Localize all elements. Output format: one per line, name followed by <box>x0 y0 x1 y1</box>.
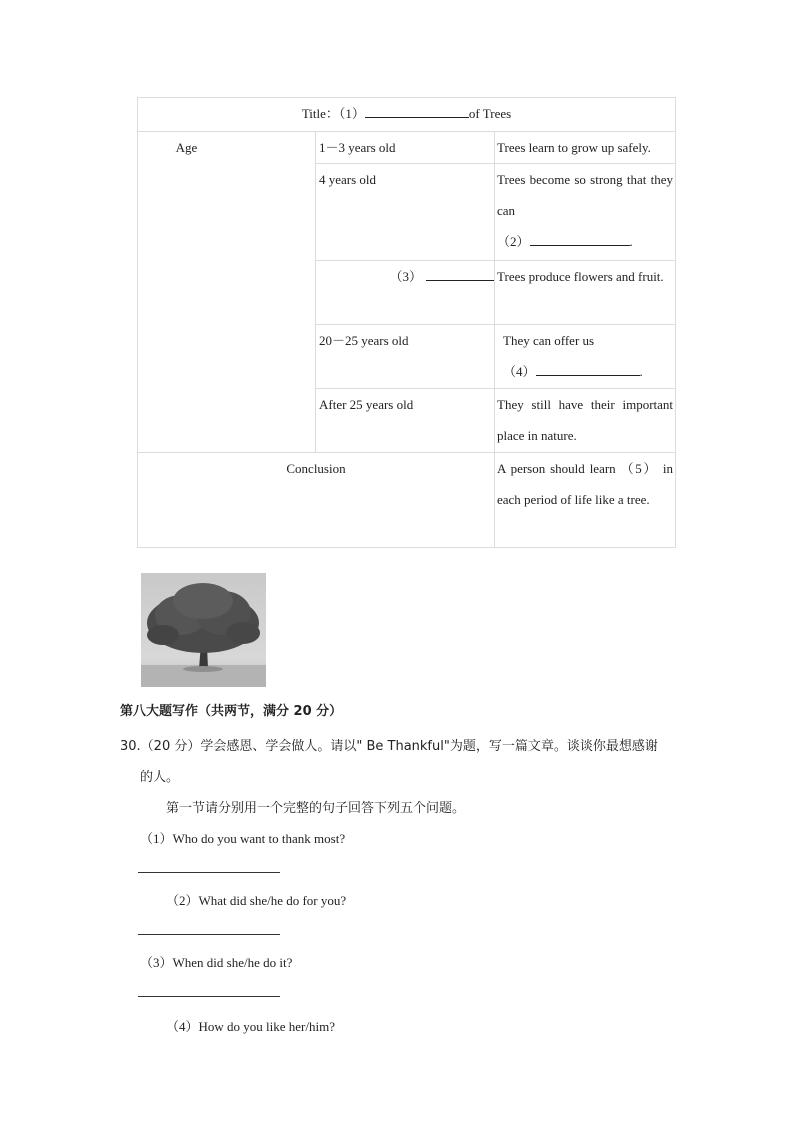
question-2: （2）What did she/he do for you? <box>166 893 347 908</box>
title-row <box>138 98 676 132</box>
section-heading: 第八大题写作（共两节，满分 20 分） <box>120 704 343 719</box>
table-row <box>138 132 676 164</box>
blank-number: （3） <box>389 269 422 284</box>
answer-line-1 <box>138 872 280 873</box>
title-suffix: of Trees <box>468 106 512 121</box>
conclusion-row <box>138 453 676 548</box>
instruction-text: 第一节请分别用一个完整的句子回答下列五个问题。 <box>166 801 466 816</box>
desc-cell <box>495 164 676 261</box>
title-prefix: Title：（1） <box>301 106 365 121</box>
age-cell <box>316 261 495 325</box>
blank-number: （4） <box>503 364 536 379</box>
desc-cell: Trees learn to grow up safely. <box>495 132 676 164</box>
question-3: （3）When did she/he do it? <box>140 955 293 970</box>
question-prompt-line2: 的人。 <box>140 770 180 785</box>
answer-line-3 <box>138 996 280 997</box>
conclusion-label: Conclusion <box>138 453 495 548</box>
blank-number: （2） <box>497 234 530 249</box>
answer-blank-4 <box>536 360 640 376</box>
desc-text: They can offer us <box>503 333 595 348</box>
desc-cell: Trees produce flowers and fruit. <box>495 261 676 325</box>
age-cell: 1－3 years old <box>316 132 495 164</box>
conclusion-text: A person should learn （5） in each period of life like a tree. <box>495 453 676 548</box>
answer-blank-1 <box>365 102 469 118</box>
answer-blank-3 <box>426 265 494 281</box>
answer-line-2 <box>138 934 280 935</box>
desc-cell: They still have their important place in nature. <box>495 389 676 453</box>
question-4: （4）How do you like her/him? <box>166 1019 335 1034</box>
desc-cell <box>495 325 676 389</box>
notes-table <box>137 97 676 548</box>
age-label: Age <box>138 132 316 453</box>
question-1: （1）Who do you want to thank most? <box>140 831 346 846</box>
age-cell: After 25 years old <box>316 389 495 453</box>
desc-end: . <box>629 234 633 249</box>
tree-image <box>141 573 266 687</box>
question-prompt-line1: 30.（20 分）学会感恩、学会做人。请以" Be Thankful"为题，写一篇文章。谈谈你最想感谢 <box>120 739 658 754</box>
desc-end: . <box>639 364 643 379</box>
age-cell: 20－25 years old <box>316 325 495 389</box>
desc-text: Trees become so strong that they can <box>497 172 674 218</box>
age-cell: 4 years old <box>316 164 495 261</box>
answer-blank-2 <box>530 230 630 246</box>
